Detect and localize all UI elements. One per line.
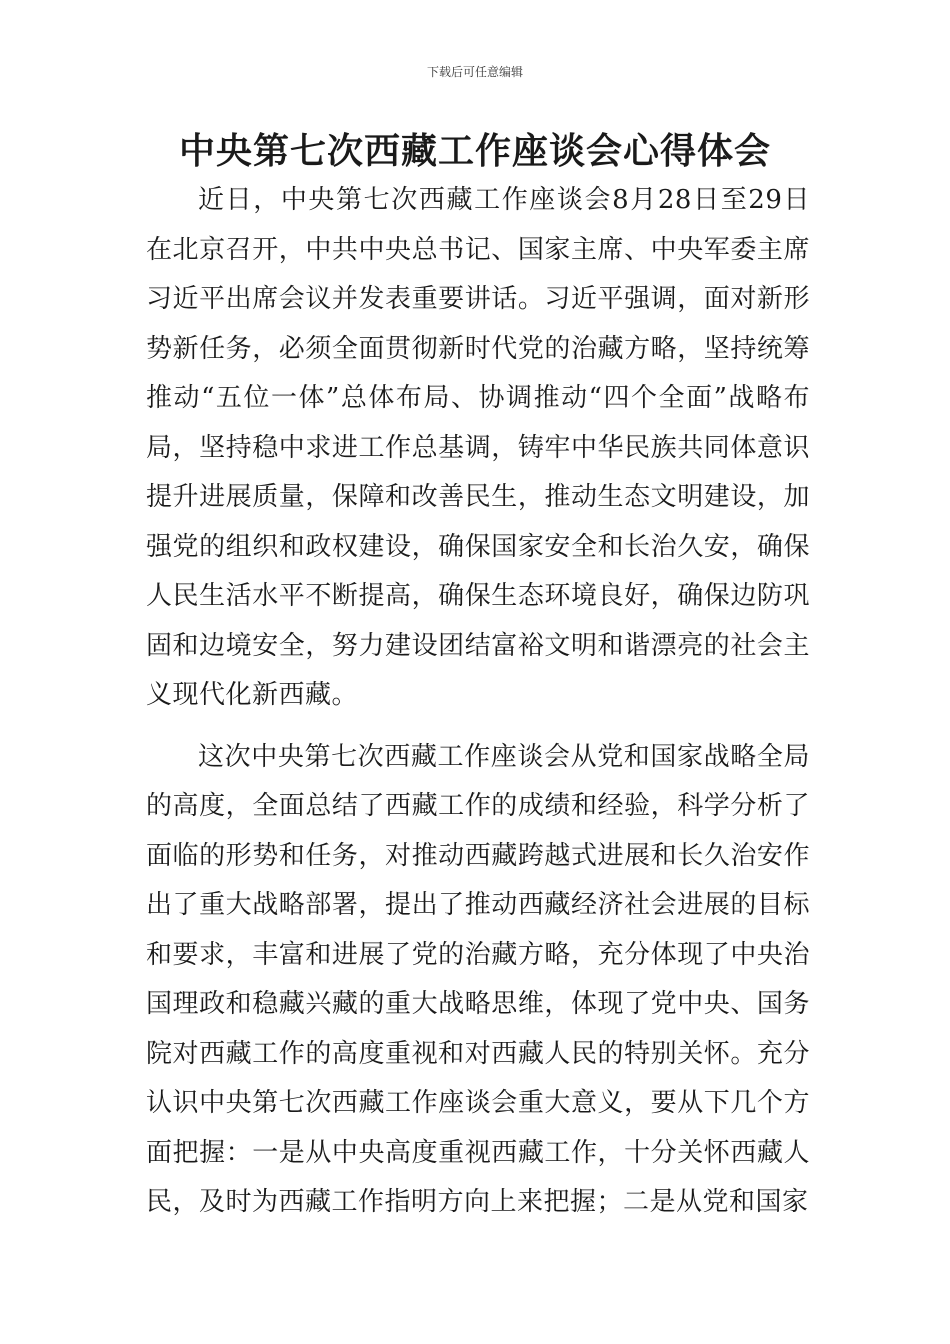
document-body xyxy=(146,176,810,1228)
paragraph-2: 这次中央第七次西藏工作座谈会从党和国家战略全局的高度，全面总结了西藏工作的成绩和经验，科学分析了面临的形势和任务，对推动西藏跨越式进展和长久治安作出了重大战略部署，提出了推动西藏经济社会进展的目标和要求，丰富和进展了党的治藏方略，充分体现了中央治国理政和稳藏兴藏的重大战略思维，体现了党中央、国务院对西藏工作的高度重视和对西藏人民的特别关怀。充分认识中央第七次西藏工作座谈会重大意义，要从下几个方面把握：一是从中央高度重视西藏工作，十分关怀西藏人民，及时为西藏工作指明方向上来把握；二是从党和国家 xyxy=(146,741,810,1217)
document-title: 中央第七次西藏工作座谈会心得体会 xyxy=(178,130,771,172)
paragraph-1: 近日，中央第七次西藏工作座谈会8月28日至29日在北京召开，中共中央总书记、国家主席、中央军委主席习近平出席会议并发表重要讲话。习近平强调，面对新形势新任务，必须全面贯彻新时代党的治藏方略，坚持统筹推动“五位一体”总体布局、协调推动“四个全面”战略布局，坚持稳中求进工作总基调，铸牢中华民族共同体意识提升进展质量，保障和改善民生，推动生态文明建设，加强党的组织和政权建设，确保国家安全和长治久安，确保人民生活水平不断提高，确保生态环境良好，确保边防巩固和边境安全，努力建设团结富裕文明和谐漂亮的社会主义现代化新西藏。 xyxy=(146,185,810,710)
header-note: 下载后可任意编辑 xyxy=(426,65,523,79)
